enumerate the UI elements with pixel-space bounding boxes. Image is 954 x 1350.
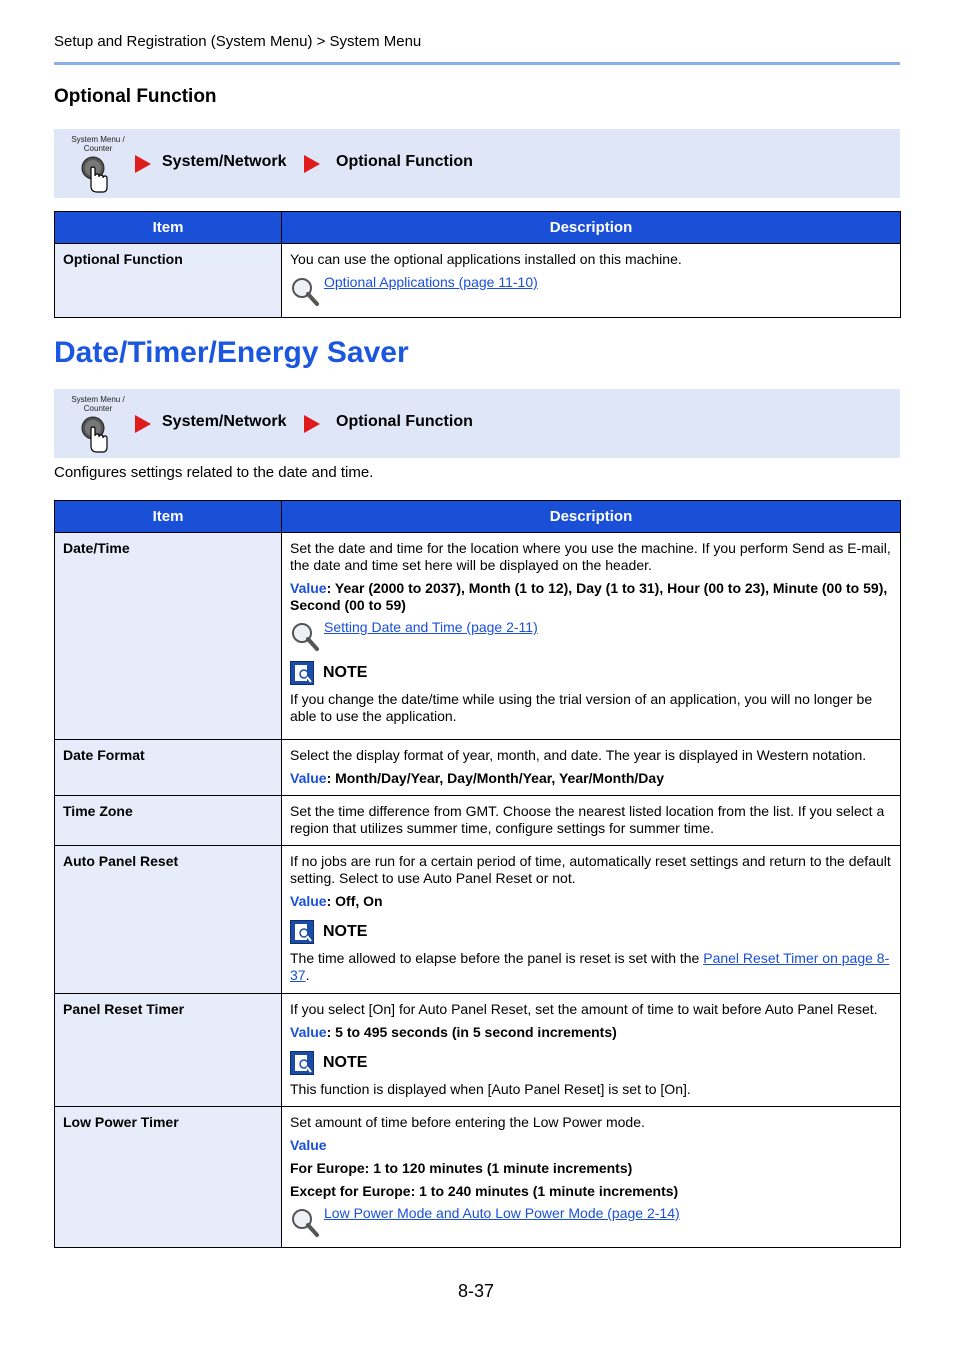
note-text-suffix: . xyxy=(305,967,310,983)
value-line xyxy=(290,770,892,787)
note-text-prefix: The time allowed to elapse before the panel is reset is set with the xyxy=(290,950,704,966)
reference xyxy=(290,619,892,651)
value-text: : Year (2000 to 2037), Month (1 to 12), Day (1 to 31), Hour (00 to 23), Minute (00 to 59), Second (00 to 59) xyxy=(290,580,888,613)
column-header-item: Item xyxy=(55,501,282,533)
note-heading xyxy=(290,920,892,944)
system-menu-label-line2: Counter xyxy=(83,404,113,413)
path-arrow xyxy=(135,415,151,433)
row-description xyxy=(282,994,901,1107)
breadcrumb-rule xyxy=(54,62,900,65)
row-item-panel-reset-timer: Panel Reset Timer xyxy=(55,994,282,1107)
column-header-description: Description xyxy=(282,501,901,533)
row-item-optional-function: Optional Function xyxy=(55,244,282,318)
system-menu-label xyxy=(62,135,134,153)
row-description xyxy=(282,846,901,994)
value-key: Value xyxy=(290,893,327,909)
note-heading xyxy=(290,1051,892,1075)
section-intro: Configures settings related to the date and time. xyxy=(54,464,374,481)
menu-path-bar xyxy=(54,129,900,198)
note-icon xyxy=(290,1051,314,1075)
reference xyxy=(290,274,892,306)
table-row xyxy=(55,994,901,1107)
description-text: If you select [On] for Auto Panel Reset, set the amount of time to wait before Auto Panel Reset. xyxy=(290,1001,878,1017)
reference-link-low-power-mode[interactable]: Low Power Mode and Auto Low Power Mode (page 2-14) xyxy=(324,1205,680,1221)
system-menu-label-line1: System Menu / xyxy=(71,395,125,404)
note-label: NOTE xyxy=(323,1054,368,1071)
reference-link-optional-applications[interactable]: Optional Applications (page 11-10) xyxy=(324,274,538,290)
row-description xyxy=(282,1107,901,1248)
path-step-system-network: System/Network xyxy=(162,413,287,430)
description-text: Set the time difference from GMT. Choose the nearest listed location from the list. If you select a region that utilizes summer time, configure settings for summer time. xyxy=(290,803,885,836)
hand-press-icon xyxy=(80,416,110,456)
path-arrow xyxy=(304,155,320,173)
value-text: : Month/Day/Year, Day/Month/Year, Year/Month/Day xyxy=(326,770,664,786)
description-text: Set the date and time for the location where you use the machine. If you perform Send as E-mail, the date and time set here will be displayed on the header. xyxy=(290,540,891,573)
menu-path-bar xyxy=(54,389,900,458)
magnifier-icon xyxy=(290,1207,320,1239)
reference xyxy=(290,1205,892,1237)
path-step-system-network: System/Network xyxy=(162,153,287,170)
note-label: NOTE xyxy=(323,664,368,681)
path-step-optional-function: Optional Function xyxy=(336,413,473,430)
page-number: 8-37 xyxy=(458,1281,495,1301)
system-menu-label-line2: Counter xyxy=(83,144,113,153)
description-text: You can use the optional applications installed on this machine. xyxy=(290,251,682,267)
optional-function-table xyxy=(54,211,901,318)
value-key: Value xyxy=(290,1024,327,1040)
value-heading xyxy=(290,1137,892,1154)
path-arrow xyxy=(304,415,320,433)
reference-link-setting-date-time[interactable]: Setting Date and Time (page 2-11) xyxy=(324,619,538,635)
note-label: NOTE xyxy=(323,923,368,940)
row-description xyxy=(282,796,901,846)
note-text: If you change the date/time while using the trial version of an application, you will no longer be able to use the application. xyxy=(290,691,873,724)
table-row xyxy=(55,1107,901,1248)
page-title: Date/Timer/Energy Saver xyxy=(54,336,409,369)
row-item-date-format: Date Format xyxy=(55,740,282,796)
description-text: Set amount of time before entering the Low Power mode. xyxy=(290,1114,645,1130)
value-text: : 5 to 495 seconds (in 5 second increments) xyxy=(326,1024,617,1040)
hand-press-icon xyxy=(80,156,110,196)
breadcrumb: Setup and Registration (System Menu) > System Menu xyxy=(54,33,422,50)
value-line xyxy=(290,580,892,614)
row-item-time-zone: Time Zone xyxy=(55,796,282,846)
value-key: Value xyxy=(290,580,327,596)
table-row xyxy=(55,846,901,994)
table-row xyxy=(55,533,901,740)
system-menu-label xyxy=(62,395,134,413)
link-panel-reset-timer[interactable]: Panel Reset Timer on page 8-37 xyxy=(290,950,890,983)
table-row xyxy=(55,796,901,846)
value-except-europe: Except for Europe: 1 to 240 minutes (1 minute increments) xyxy=(290,1183,679,1199)
magnifier-icon xyxy=(290,276,320,308)
value-europe: For Europe: 1 to 120 minutes (1 minute increments) xyxy=(290,1160,633,1176)
row-item-auto-panel-reset: Auto Panel Reset xyxy=(55,846,282,994)
date-timer-table xyxy=(54,500,901,1248)
table-row xyxy=(55,740,901,796)
value-key: Value xyxy=(290,1137,327,1153)
note-text: This function is displayed when [Auto Panel Reset] is set to [On]. xyxy=(290,1081,691,1097)
path-arrow xyxy=(135,155,151,173)
table-row xyxy=(55,244,901,318)
note-icon xyxy=(290,661,314,685)
row-item-date-time: Date/Time xyxy=(55,533,282,740)
note-icon xyxy=(290,920,314,944)
value-key: Value xyxy=(290,770,327,786)
path-step-optional-function: Optional Function xyxy=(336,153,473,170)
system-menu-label-line1: System Menu / xyxy=(71,135,125,144)
magnifier-icon xyxy=(290,621,320,653)
column-header-description: Description xyxy=(282,212,901,244)
value-line xyxy=(290,1024,892,1041)
note-heading xyxy=(290,661,892,685)
section-title-optional-function: Optional Function xyxy=(54,86,217,107)
value-line xyxy=(290,893,892,910)
column-header-item: Item xyxy=(55,212,282,244)
description-text: If no jobs are run for a certain period of time, automatically reset settings and return to the default setting. Select to use Auto Panel Reset or not. xyxy=(290,853,891,886)
row-description xyxy=(282,740,901,796)
row-description xyxy=(282,533,901,740)
row-description xyxy=(282,244,901,318)
row-item-low-power-timer: Low Power Timer xyxy=(55,1107,282,1248)
note-text xyxy=(290,950,892,984)
description-text: Select the display format of year, month, and date. The year is displayed in Western notation. xyxy=(290,747,867,763)
value-text: : Off, On xyxy=(326,893,383,909)
